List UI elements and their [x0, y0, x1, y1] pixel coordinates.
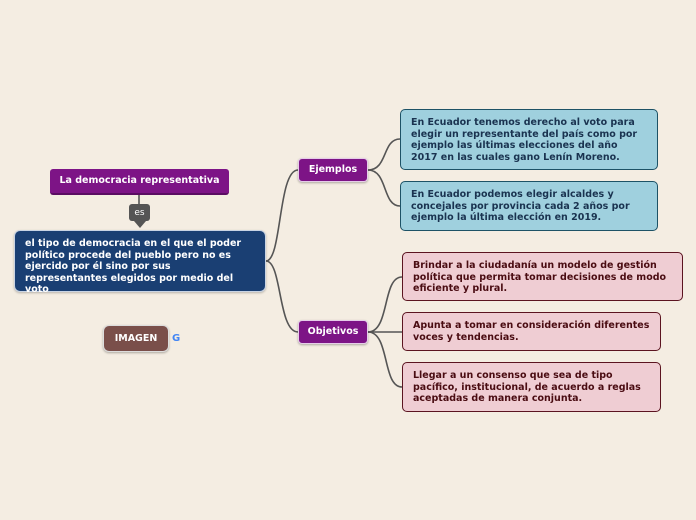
connector-main-objetivos — [266, 261, 298, 332]
definition-node[interactable] — [14, 230, 266, 295]
branch-label: Ejemplos — [308, 164, 358, 176]
google-icon[interactable]: G — [172, 333, 181, 344]
connector-ejemplos-leaf1 — [368, 139, 400, 170]
title-node[interactable] — [50, 169, 229, 195]
leaf-text: Llegar a un consenso que sea de tipo pacífico, institucional, de acuerdo a reglas aceptadas de manera conjunta. — [413, 370, 641, 404]
objective-leaf[interactable] — [402, 362, 661, 412]
relation-label: es — [129, 204, 150, 221]
objective-leaf[interactable] — [402, 312, 661, 351]
leaf-text: En Ecuador podemos elegir alcaldes y concejales por provincia cada 2 años por ejemplo la última elección en 2019. — [411, 189, 630, 223]
example-leaf[interactable] — [400, 181, 658, 231]
connector-main-ejemplos — [266, 170, 298, 261]
connector-objetivos-leaf5 — [368, 332, 402, 387]
objective-leaf[interactable] — [402, 252, 683, 301]
leaf-text: En Ecuador tenemos derecho al voto para elegir un representante del país como por ejemplo las últimas elecciones del año 2017 en las cuales gano Lenín Moreno. — [411, 117, 638, 163]
connector-ejemplos-leaf2 — [368, 170, 400, 206]
branch-label: Objetivos — [307, 326, 359, 338]
branch-node-objetivos[interactable] — [298, 320, 368, 344]
image-node[interactable] — [103, 325, 169, 352]
arrow-down-icon — [134, 221, 146, 228]
connector-objetivos-leaf3 — [368, 277, 402, 332]
title-node-label: La democracia representativa — [59, 175, 220, 187]
branch-node-ejemplos[interactable] — [298, 158, 368, 182]
leaf-text: Brindar a la ciudadanía un modelo de gestión política que permita tomar decisiones de modo eficiente y plural. — [413, 260, 667, 294]
image-node-label: IMAGEN — [114, 332, 158, 344]
definition-text: el tipo de democracia en el que el poder político procede del pueblo pero no es ejercido por él sino por sus representantes elegidos por medio del voto — [25, 238, 242, 295]
leaf-text: Apunta a tomar en consideración diferentes voces y tendencias. — [413, 320, 650, 343]
example-leaf[interactable] — [400, 109, 658, 170]
